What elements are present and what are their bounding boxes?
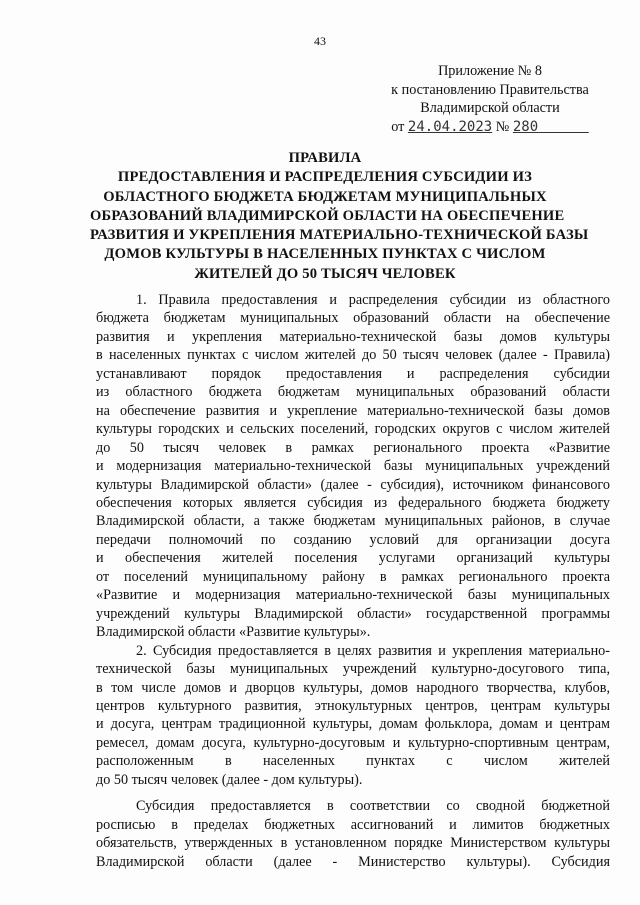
number-value: 280	[512, 118, 539, 135]
appendix-header	[370, 62, 610, 136]
document-title	[90, 149, 589, 284]
text-line: ремесел, домам досуга, культурно-досуговым и культурно-спортивным центрам,	[96, 734, 610, 751]
paragraph-gap	[96, 789, 610, 797]
text-line: обеспечения которых является субсидия из федерального бюджета бюджету	[96, 494, 610, 511]
appendix-region: Владимирской области	[420, 100, 560, 116]
text-line: до 50 тысяч человек (далее - дом культуры).	[96, 771, 363, 788]
text-line: и обеспечения жителей поселения услугами организаций культуры	[96, 550, 610, 567]
text-line: 1. Правила предоставления и распределения субсидии из областного	[136, 292, 610, 308]
page-number: 43	[314, 34, 326, 48]
appendix-title: Приложение № 8	[438, 63, 542, 79]
document-body	[96, 291, 610, 871]
text-line: в населенных пунктах с числом жителей до 50 тысяч человек (далее - Правила)	[96, 347, 610, 364]
text-line: из областного бюджета бюджетам муниципальных образований области	[96, 384, 610, 401]
text-line: и досуга, центрам традиционной культуры, домам фольклора, домам и центрам	[96, 716, 610, 733]
text-line: культуры городских и сельских поселений, городских округов с числом жителей	[96, 421, 610, 438]
text-line: центров культурного развития, этнокультурных центров, центрам культуры	[96, 697, 610, 714]
text-line: и модернизация материально-технической базы муниципальных учреждений	[96, 458, 610, 475]
text-line: до 50 тысяч человек в рамках регионального проекта «Развитие	[96, 439, 610, 456]
title-line: ДОМОВ КУЛЬТУРЫ В НАСЕЛЕННЫХ ПУНКТАХ С ЧИСЛОМ	[104, 246, 546, 263]
title-line: ОБРАЗОВАНИЙ ВЛАДИМИРСКОЙ ОБЛАСТИ НА ОБЕСПЕЧЕНИЕ	[90, 207, 565, 224]
title-line: ОБЛАСТНОГО БЮДЖЕТА БЮДЖЕТАМ МУНИЦИПАЛЬНЫХ	[103, 188, 547, 205]
text-line: Владимирской области «Развитие культуры».	[96, 624, 371, 641]
text-line: бюджета бюджетам муниципальных образований области на обеспечение	[96, 310, 610, 327]
title-line: ЖИТЕЛЕЙ ДО 50 ТЫСЯЧ ЧЕЛОВЕК	[194, 265, 456, 282]
date-prefix: от	[391, 118, 405, 135]
text-line: развития и укрепления материально-технической базы домов культуры	[96, 328, 610, 345]
date-value: 24.04.2023	[407, 118, 493, 135]
text-line: культуры Владимирской области» (далее - субсидия), источником финансового	[96, 476, 610, 493]
text-line: Владимирской области (далее - Министерство культуры). Субсидия	[96, 853, 610, 870]
text-line: учреждений культуры Владимирской области» государственной программы	[96, 605, 610, 622]
paragraph-2	[96, 642, 610, 790]
text-line: Владимирской области, а также бюджетам муниципальных районов, в случае	[96, 513, 610, 530]
paragraph-3	[96, 797, 610, 871]
appendix-date-line	[370, 118, 610, 137]
text-line: «Развитие и модернизация материально-технической базы муниципальных	[96, 587, 610, 604]
text-line: передачи полномочий по созданию условий для организации досуга	[96, 531, 610, 548]
title-line: ПРЕДОСТАВЛЕНИЯ И РАСПРЕДЕЛЕНИЯ СУБСИДИИ ИЗ	[117, 169, 533, 186]
text-line: обязательств, утвержденных в установленном порядке Министерством культуры	[96, 835, 610, 852]
text-line: от поселений муниципальному району в рамках регионального проекта	[96, 568, 610, 585]
text-line: Субсидия предоставляется в соответствии со сводной бюджетной	[136, 798, 610, 815]
text-line: расположенным в населенных пунктах с числом жителей	[96, 753, 610, 770]
text-line: в том числе домов и дворцов культуры, домов народного творчества, клубов,	[96, 679, 610, 696]
text-line: росписью в пределах бюджетных ассигнований и лимитов бюджетных	[96, 816, 610, 833]
appendix-decree: к постановлению Правительства	[391, 81, 589, 98]
text-line: технической базы муниципальных учреждений культурно-досугового типа,	[96, 661, 610, 678]
paragraph-1	[96, 291, 610, 642]
text-line: 2. Субсидия предоставляется в целях развития и укрепления материально-	[136, 642, 610, 659]
text-line: на обеспечение развития и укрепление материально-технической базы домов	[96, 402, 610, 419]
text-line: устанавливают порядок предоставления и распределения субсидии	[96, 365, 610, 382]
title-line: ПРАВИЛА	[288, 150, 362, 166]
title-line: РАЗВИТИЯ И УКРЕПЛЕНИЯ МАТЕРИАЛЬНО-ТЕХНИЧЕСКОЙ БАЗЫ	[90, 227, 589, 244]
number-prefix: №	[495, 118, 510, 135]
number-underline	[538, 119, 589, 135]
